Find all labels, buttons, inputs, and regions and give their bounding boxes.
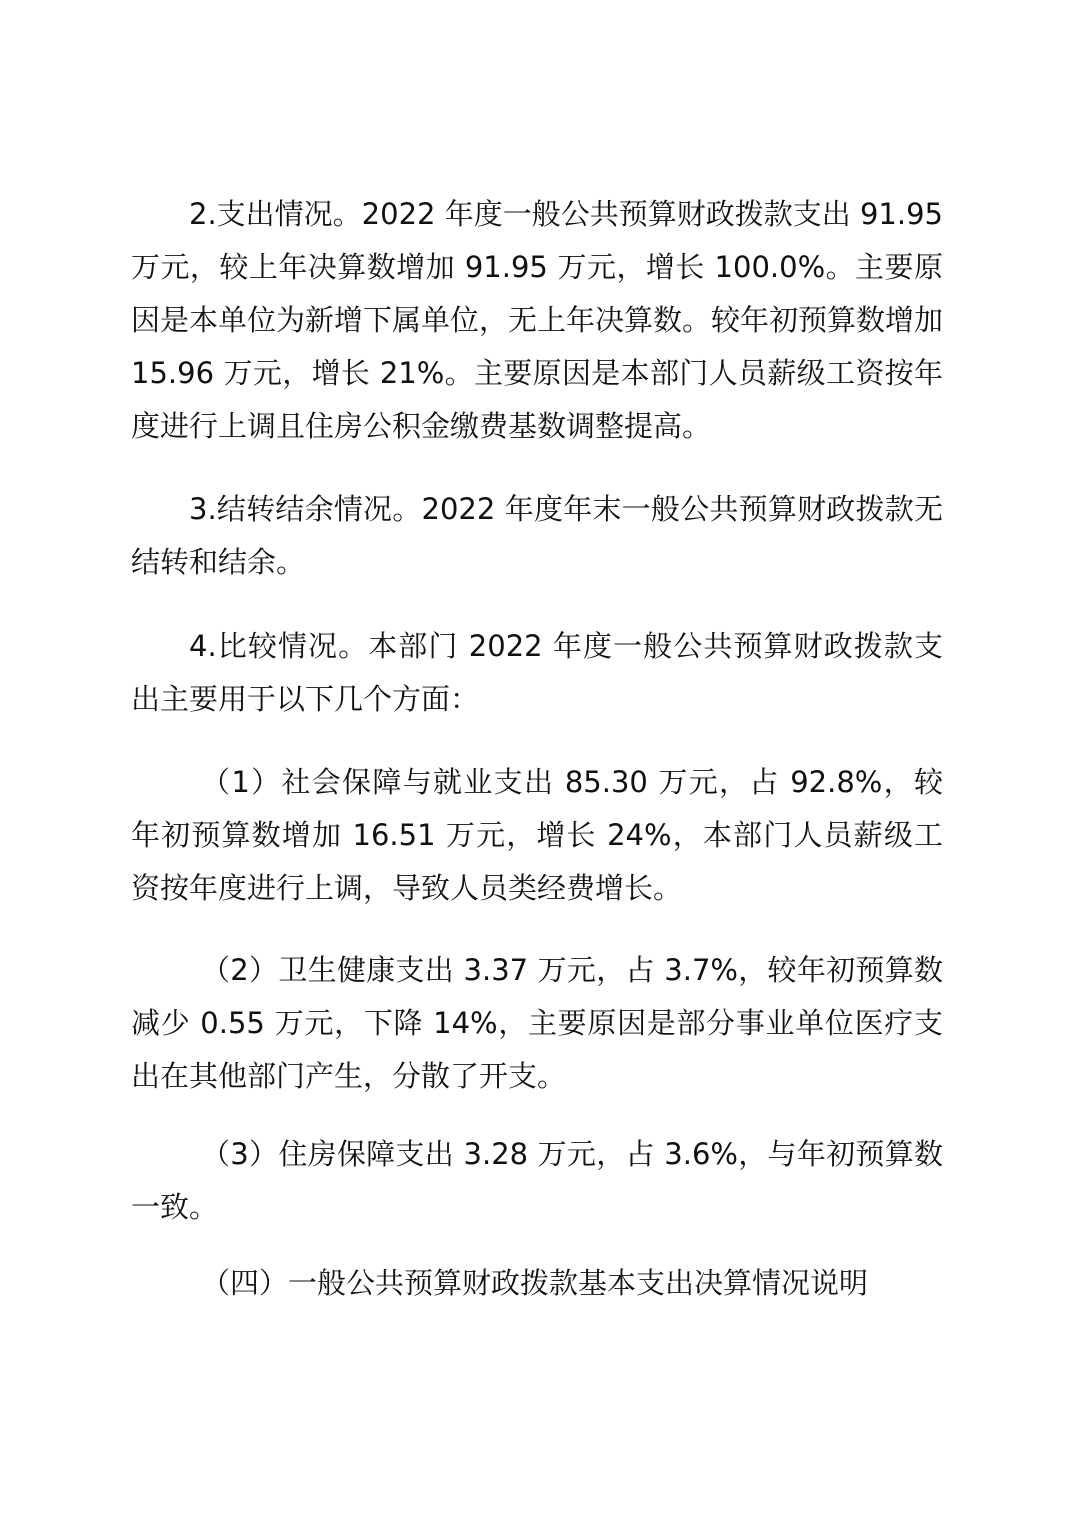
paragraph-social-security: （1）社会保障与就业支出 85.30 万元，占 92.8%，较年初预算数增加 16.51 万元，增长 24%，本部门人员薪级工资按年度进行上调，导致人员类经费增长。 [131,765,943,905]
paragraph-expenditure: 2.支出情况。2022 年度一般公共预算财政拨款支出 91.95 万元，较上年决算数增加 91.95 万元，增长 100.0%。主要原因是本单位为新增下属单位，无上年决算数。较年初预算数增加 15.96 万元，增长 21%。主要原因是本部门人员薪级工资按年度进行上调且住房公积金缴费基数调整提高。 [131,197,944,443]
paragraph-comparison: 4.比较情况。本部门 2022 年度一般公共预算财政拨款支出主要用于以下几个方面： [131,629,943,716]
paragraph-health: （2）卫生健康支出 3.37 万元，占 3.7%，较年初预算数减少 0.55 万元，下降 14%，主要原因是部分事业单位医疗支出在其他部门产生，分散了开支。 [131,953,943,1093]
paragraph-housing: （3）住房保障支出 3.28 万元，占 3.6%，与年初预算数一致。 [131,1137,943,1224]
section-heading-basic-expenditure: （四）一般公共预算财政拨款基本支出决算情况说明 [201,1266,869,1300]
paragraph-carryover-balance: 3.结转结余情况。2022 年度年末一般公共预算财政拨款无结转和结余。 [131,492,943,579]
